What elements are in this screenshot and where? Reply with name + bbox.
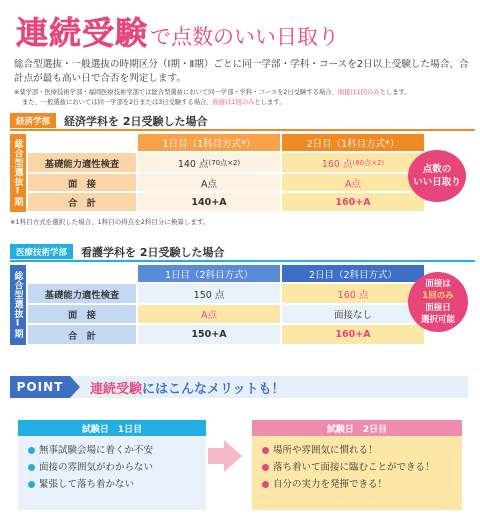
section1-row3-label: 合 計 xyxy=(28,193,136,212)
section1-footnote: ※1科目方式を選択した場合、1科目の得点を2科目分に換算します。 xyxy=(10,218,210,226)
intro-text: 総合型選抜・一般選抜の時期区分（Ⅰ期・Ⅱ期）ごとに同一学部・学科・コースを2日以上受験した場合、合計点が最も高い日で合否を判定します。 xyxy=(14,59,469,84)
bullet-icon xyxy=(262,447,269,454)
section1-title: 経済学科を 2日受験した場合 xyxy=(64,114,208,128)
merit2-item-text: 場所や雰囲気に慣れる！ xyxy=(273,445,378,456)
list-item xyxy=(262,476,452,493)
section1-row2-day1: A点 xyxy=(138,174,280,192)
section2-vertical-label: 総合型選抜Ⅰ期 xyxy=(10,265,26,345)
merit1-item-text: 緊張して落ち着かない xyxy=(39,479,135,490)
note2-a: また、一般選抜においては同一学部を2日または3日受験する場合、 xyxy=(22,99,213,106)
bullet-icon xyxy=(28,481,35,488)
bullet-icon xyxy=(28,447,35,454)
section2-row3-label: 合 計 xyxy=(28,325,136,345)
s1r1d1-value: 140 点 xyxy=(177,158,209,170)
bullet-icon xyxy=(262,464,269,471)
list-item xyxy=(262,442,452,459)
section2-bubble xyxy=(408,272,468,332)
section2-header xyxy=(10,243,225,260)
point-arrow-icon xyxy=(70,376,80,398)
point-bar xyxy=(10,376,468,398)
page-title xyxy=(16,8,339,54)
merit1-item-text: 無事試験会場に着くか不安 xyxy=(39,445,154,456)
merit-day1-head: 試験日 1日目 xyxy=(18,420,206,436)
section1-bubble: 点数の いい日取り xyxy=(408,150,466,202)
list-item xyxy=(28,459,196,476)
title-main: 連続受験 xyxy=(16,14,149,52)
merit2-item-text: 落ち着いて面接に臨むことができる！ xyxy=(273,462,435,473)
merit2-item-text: 自分の実力を発揮できる！ xyxy=(273,479,388,490)
s2-bubble-l2: 1回のみ xyxy=(422,291,454,301)
point-label: POINT xyxy=(10,376,70,398)
note1-a: ※薬学部・医療技術学部・福岡医療技術学部では総合型選抜において同一学部・学科・コースを2日受験する場合、 xyxy=(14,89,338,96)
section2-title: 看護学科を 2日受験した場合 xyxy=(81,245,225,259)
merit-day2-head: 試験日 2日目 xyxy=(252,420,462,436)
bullet-icon xyxy=(28,464,35,471)
note1-c: とします。 xyxy=(379,89,411,96)
arrow-right-icon xyxy=(224,440,242,472)
bullet-icon xyxy=(262,481,269,488)
section1-rule xyxy=(10,129,475,131)
section1-row3-day2: 160+A xyxy=(282,193,424,212)
section2-row1-day1: 150 点 xyxy=(138,284,280,304)
s2-bubble-l3: 面接日 xyxy=(425,303,451,313)
s2-bubble-l1: 面接は xyxy=(425,279,451,289)
section2-row2-label: 面 接 xyxy=(28,305,136,324)
title-sub: で点数のいい日取り xyxy=(150,25,340,49)
section1-row2-day2: A点 xyxy=(282,174,424,192)
section2-rule xyxy=(10,260,475,262)
list-item xyxy=(262,459,452,476)
section1-row1-label: 基礎能力適性検査 xyxy=(28,153,136,173)
section1-tag: 経済学部 xyxy=(10,113,56,128)
s1r1d2-note: (80点×2) xyxy=(352,158,385,167)
section2-table xyxy=(10,265,450,345)
list-item xyxy=(28,476,196,493)
note2-b: 面接は1回のみ xyxy=(212,99,255,106)
section2-row2-day2: 面接なし xyxy=(282,305,424,324)
arrow-stem xyxy=(208,448,224,464)
section1-row1-day2 xyxy=(282,153,424,173)
section2-row3-day2: 160+A xyxy=(282,325,424,345)
point-text xyxy=(90,378,285,397)
merit1-item-text: 面接の雰囲気がわからない xyxy=(39,462,154,473)
section1-row2-label: 面 接 xyxy=(28,174,136,192)
section2-col1-head: 1日目（2科目方式） xyxy=(138,265,280,283)
section2-row1-day2: 160 点 xyxy=(282,284,424,304)
merit-day2-box xyxy=(252,420,462,510)
list-item xyxy=(28,442,196,459)
s2-bubble-l4: 選択可能 xyxy=(420,315,455,325)
note1-b: 面接は1回のみ xyxy=(337,89,380,96)
section1-row3-day1: 140+A xyxy=(138,193,280,212)
merit-day2-list xyxy=(252,436,462,499)
section2-row1-label: 基礎能力適性検査 xyxy=(28,284,136,304)
section1-vertical-label: 総合型選抜Ⅰ期 xyxy=(10,134,26,212)
s1r1d2-value: 160 点 xyxy=(321,158,353,170)
merit-day1-list xyxy=(18,436,206,499)
s1r1d1-note: (70点×2) xyxy=(208,158,241,167)
section2-row2-day1: A点 xyxy=(138,305,280,324)
section2-tag: 医療技術学部 xyxy=(10,244,73,259)
section1-col1-head: 1日目（1科目方式*） xyxy=(138,134,280,152)
section2-row3-day1: 150+A xyxy=(138,325,280,345)
section1-col2-head: 2日目（1科目方式*） xyxy=(282,134,424,152)
point-text-rest: にはこんなメリットも！ xyxy=(142,382,285,397)
section1-header xyxy=(10,112,208,129)
section1-row1-day1 xyxy=(138,153,280,173)
point-text-highlight: 連続受験 xyxy=(90,382,143,397)
notes xyxy=(14,88,474,108)
section1-table xyxy=(10,134,450,212)
section2-col2-head: 2日目（2科目方式） xyxy=(282,265,424,283)
note2-c: とします。 xyxy=(254,99,286,106)
merit-day1-box xyxy=(18,420,206,510)
